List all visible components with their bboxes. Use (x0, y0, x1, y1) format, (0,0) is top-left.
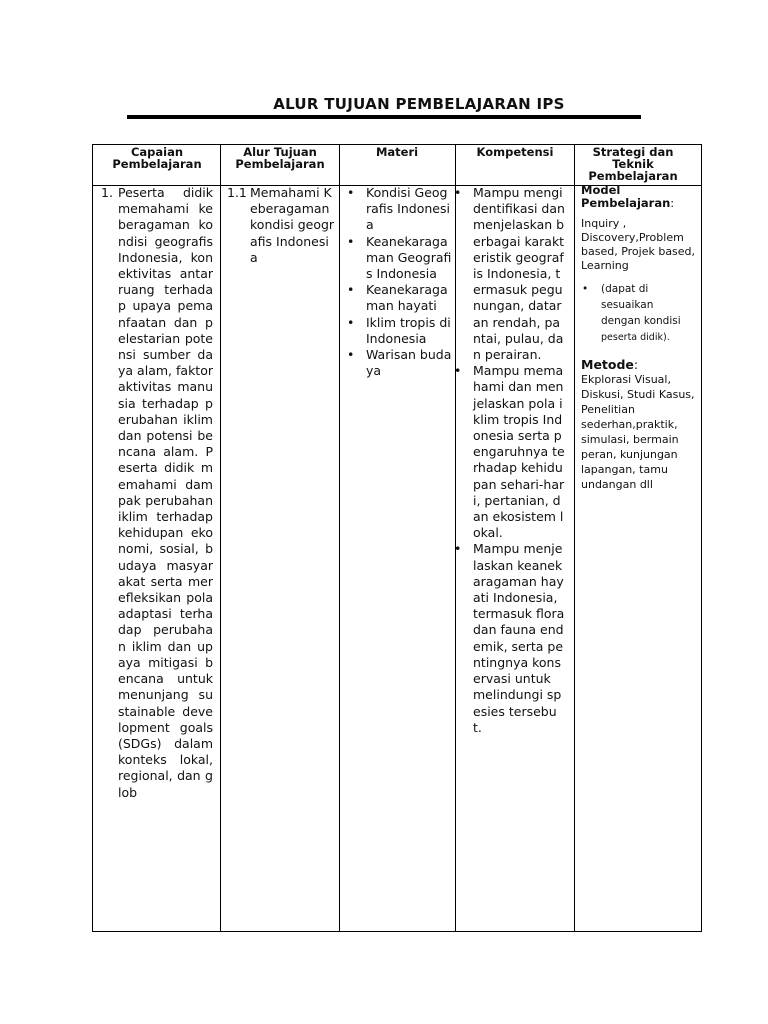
model-label-block (581, 184, 696, 209)
column-divider (574, 145, 575, 931)
kompetensi-cell (453, 185, 565, 736)
strategi-cell (581, 184, 696, 492)
kompetensi-item: • Mampu mengidentifikasi dan menjelaskan berbagai karakteristik geografis Indonesia, termasuk pegunungan, dataran rendah, pantai, pulau, dan perairan. (453, 185, 565, 363)
alur-cell (227, 185, 335, 266)
materi-cell (346, 185, 452, 379)
page-title: ALUR TUJUAN PEMBELAJARAN IPS (273, 95, 565, 113)
materi-item: • Keanekaragaman hayati (346, 282, 452, 314)
model-colon: : (670, 195, 675, 210)
header-capaian: Capaian Pembelajaran (112, 145, 202, 171)
model-note (581, 281, 696, 346)
header-strategi: Strategi dan Teknik Pembelajaran (588, 145, 678, 183)
metode-label-block (581, 358, 696, 372)
materi-item: • Kondisi Geografis Indonesia (346, 185, 452, 234)
kompetensi-item: • Mampu menjelaskan keanekaragaman hayati Indonesia, termasuk flora dan fauna endemik, serta pentingnya konservasi untuk melindungi spesies tersebut. (453, 541, 565, 735)
learning-table (92, 144, 702, 932)
metode-colon: : (633, 357, 639, 372)
materi-item: • Keanekaragaman Geografis Indonesia (346, 234, 452, 283)
capaian-number: 1. (101, 185, 113, 200)
title-underline (127, 115, 641, 119)
alur-number: 1.1 (227, 185, 247, 200)
capaian-cell (101, 185, 213, 930)
header-materi: Materi (375, 145, 419, 159)
model-label: Model Pembelajaran (581, 183, 671, 210)
note-main: (dapat di sesuaikan dengan kondisi (601, 283, 681, 327)
header-kompetensi: Kompetensi (476, 145, 554, 159)
metode-text: Ekplorasi Visual, Diskusi, Studi Kasus, Penelitian sederhan,praktik, simulasi, bermain peran, kunjungan lapangan, tamu undangan dll (581, 373, 695, 491)
column-divider (220, 145, 221, 931)
model-text: Inquiry , Discovery,Problem based, Projek based, Learning (581, 217, 696, 272)
note-small: peserta didik). (601, 332, 670, 343)
kompetensi-item: • Mampu memahami dan menjelaskan pola iklim tropis Indonesia serta pengaruhnya terhadap kehidupan sehari-hari, pertanian, dan ekosistem lokal. (453, 363, 565, 541)
materi-item: • Warisan budaya (346, 347, 452, 379)
column-divider (339, 145, 340, 931)
alur-text: Memahami Keberagaman kondisi geografis Indonesia (250, 185, 335, 265)
capaian-text: Peserta didik memahami keberagaman kondisi geografis Indonesia, konektivitas antarruang terhadap upaya pemanfaatan dan pelestarian potensi sumber daya alam, faktor aktivitas manusia terhadap perubahan iklim dan potensi bencana alam. Peserta didik memahami dampak perubahan iklim terhadap kehidupan ekonomi, sosial, budaya masyarakat serta merefleksikan pola adaptasi terhadap perubahan iklim dan upaya mitigasi bencana untuk menunjang sustainable development goals (SDGs) dalam konteks lokal, regional, dan glob (118, 185, 213, 800)
materi-item: • Iklim tropis di Indonesia (346, 315, 452, 347)
header-alur: Alur Tujuan Pembelajaran (235, 145, 325, 171)
metode-label: Metode (581, 357, 634, 372)
